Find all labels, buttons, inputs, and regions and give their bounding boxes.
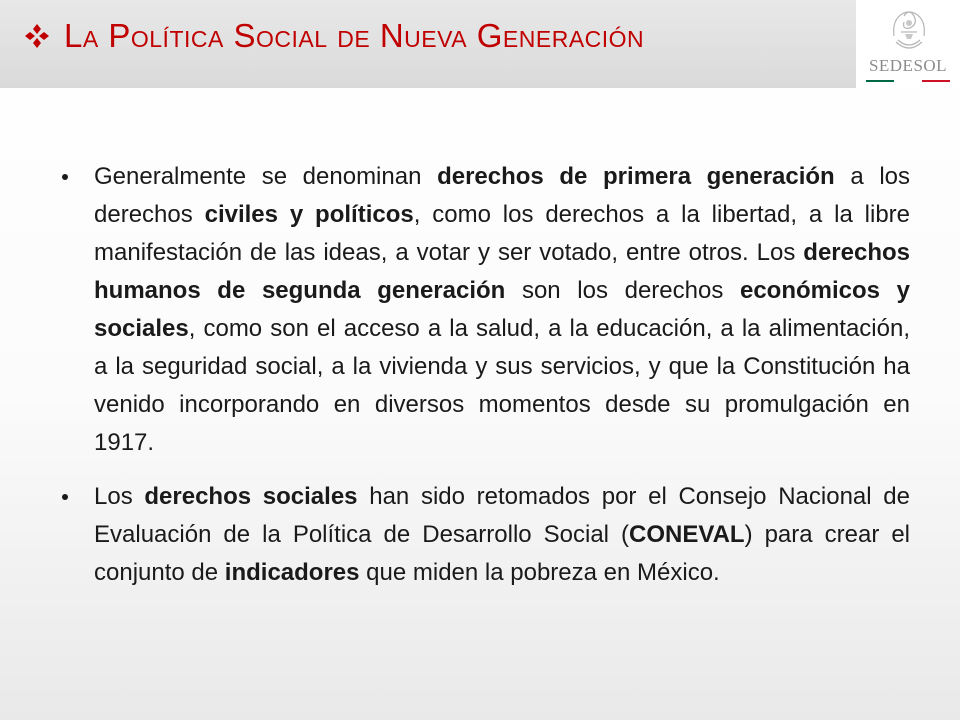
text-segment: que miden la pobreza en México. (359, 559, 720, 586)
text-segment: , como son el acceso a la salud, a la educación, a la alimentación, a la seguridad social, a la vivienda y sus servicios, y que la Constitución ha venido incorporando en diversos momentos desde su promulgación en 1917. (94, 315, 910, 456)
slide-body (62, 158, 910, 608)
bullet-text (94, 163, 910, 456)
diamond-cluster-icon (24, 23, 50, 49)
bold-segment: económicos y sociales (94, 277, 910, 342)
bullet-item (62, 478, 910, 592)
bullet-item (62, 158, 910, 462)
bullet-dot-icon (62, 494, 68, 500)
sedesol-logo (856, 0, 960, 88)
text-segment: Generalmente se denominan (94, 163, 438, 190)
bold-segment: derechos de primera generación (437, 163, 835, 190)
text-segment: ) para crear el conjunto de (94, 521, 911, 586)
coat-of-arms-seal-icon (888, 6, 930, 54)
text-segment: Los (94, 483, 145, 510)
flag-color-bar (866, 80, 950, 82)
bullet-text (94, 483, 910, 586)
title-row (24, 16, 644, 56)
bold-segment: indicadores (224, 559, 360, 586)
bold-segment: derechos humanos de segunda generación (94, 239, 910, 304)
text-segment: , como los derechos a la libertad, a la libre manifestación de las ideas, a votar y ser votado, entre otros. Los (94, 201, 910, 266)
text-segment: han sido retomados por el Consejo Nacional de Evaluación de la Política de Desarrollo Social ( (94, 483, 910, 548)
logo-wordmark: SEDESOL (868, 56, 948, 75)
slide-header (0, 0, 856, 88)
bold-segment: derechos sociales (144, 483, 358, 510)
slide-title: La Política Social de Nueva Generación (64, 17, 645, 54)
text-segment: son los derechos (505, 277, 740, 304)
bold-segment: CONEVAL (629, 521, 745, 548)
bullet-dot-icon (62, 174, 68, 180)
bold-segment: civiles y políticos (204, 201, 414, 228)
text-segment: a los derechos (94, 163, 910, 228)
